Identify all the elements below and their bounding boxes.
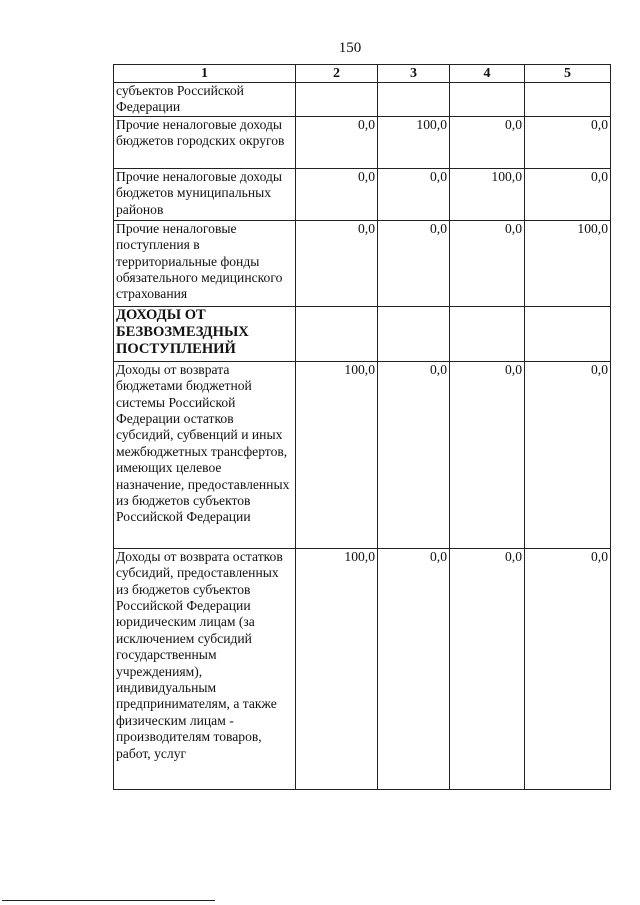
value-cell <box>525 306 611 361</box>
row-label-cell: Прочие неналоговые доходы бюджетов муниципальных районов <box>114 168 296 220</box>
table-row <box>114 116 611 168</box>
value-cell <box>450 306 525 361</box>
value-cell <box>378 306 450 361</box>
value-cell: 0,0 <box>450 220 525 306</box>
value-cell: 0,0 <box>378 220 450 306</box>
row-label-cell: Прочие неналоговые доходы бюджетов городских округов <box>114 116 296 168</box>
column-header: 3 <box>378 65 450 83</box>
value-cell: 100,0 <box>378 116 450 168</box>
column-header: 1 <box>114 65 296 83</box>
table-body <box>114 83 611 790</box>
value-cell: 0,0 <box>296 116 378 168</box>
value-cell: 0,0 <box>525 361 611 548</box>
value-cell: 0,0 <box>525 168 611 220</box>
value-cell: 0,0 <box>450 361 525 548</box>
row-label-cell: Доходы от возврата остатков субсидий, предоставленных из бюджетов субъектов Российской Федерации юридическим лицам (за исключением субсидий государственным учреждениям), индивидуальным предпринимателям, а также физическим лицам - производителям товаров, работ, услуг <box>114 548 296 789</box>
page-number: 150 <box>338 40 362 56</box>
section-heading-cell: ДОХОДЫ ОТ БЕЗВОЗМЕЗДНЫХ ПОСТУПЛЕНИЙ <box>114 306 296 361</box>
value-cell <box>450 83 525 117</box>
value-cell: 0,0 <box>378 548 450 789</box>
table-row <box>114 361 611 548</box>
value-cell: 0,0 <box>525 116 611 168</box>
table-header-row <box>114 65 611 83</box>
footnote-separator <box>2 900 215 901</box>
value-cell: 0,0 <box>450 548 525 789</box>
value-cell <box>296 83 378 117</box>
column-header: 5 <box>525 65 611 83</box>
table-row <box>114 220 611 306</box>
value-cell: 100,0 <box>296 361 378 548</box>
value-cell: 0,0 <box>296 220 378 306</box>
table-row <box>114 548 611 789</box>
table-row <box>114 83 611 117</box>
value-cell: 100,0 <box>296 548 378 789</box>
section-row <box>114 306 611 361</box>
revenue-distribution-table <box>113 64 611 790</box>
column-header: 2 <box>296 65 378 83</box>
value-cell: 0,0 <box>296 168 378 220</box>
row-label-cell: Прочие неналоговые поступления в территориальные фонды обязательного медицинского страхования <box>114 220 296 306</box>
value-cell: 0,0 <box>525 548 611 789</box>
row-label-cell: Доходы от возврата бюджетами бюджетной системы Российской Федерации остатков субсидий, субвенций и иных межбюджетных трансфертов, имеющих целевое назначение, предоставленных из бюджетов субъектов Российской Федерации <box>114 361 296 548</box>
value-cell: 0,0 <box>378 361 450 548</box>
value-cell: 0,0 <box>450 116 525 168</box>
value-cell: 100,0 <box>450 168 525 220</box>
column-header: 4 <box>450 65 525 83</box>
value-cell: 100,0 <box>525 220 611 306</box>
value-cell <box>525 83 611 117</box>
value-cell: 0,0 <box>378 168 450 220</box>
row-label-cell: субъектов Российской Федерации <box>114 83 296 117</box>
value-cell <box>378 83 450 117</box>
table-row <box>114 168 611 220</box>
value-cell <box>296 306 378 361</box>
